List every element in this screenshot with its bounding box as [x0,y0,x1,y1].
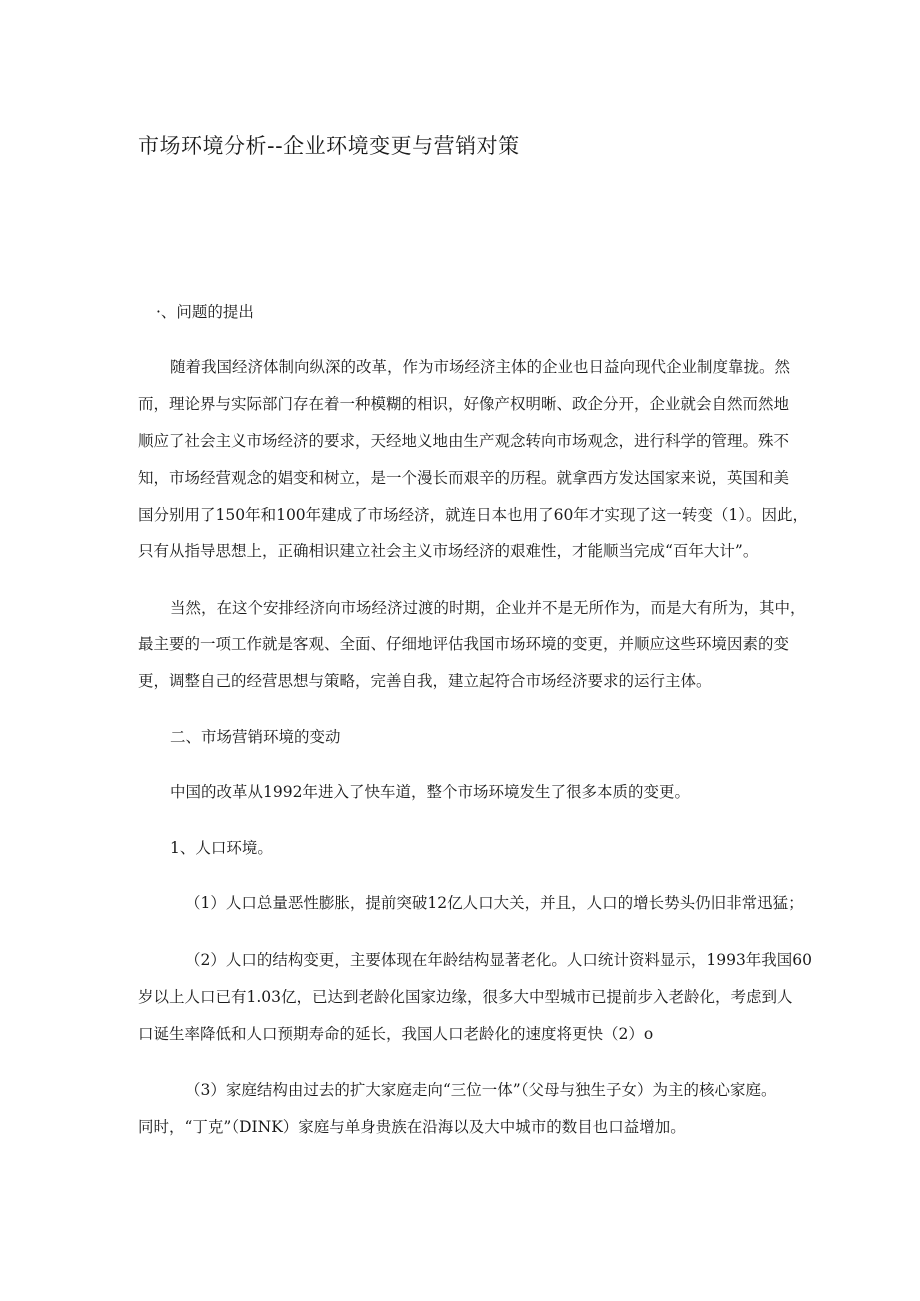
paragraph-line: 最主要的一项工作就是客观、全面、仔细地评估我国市场环境的变更，并顺应这些环境因素的变 [138,635,790,653]
paragraph-line: 只有从指导思想上，正确相识建立社会主义市场经济的艰难性，才能顺当完成“百年大计”。 [138,542,759,560]
paragraph-line: 口诞生率降低和人口预期寿命的延长，我国人口老龄化的速度将更快（2）o [138,1025,654,1043]
paragraph-line: 同时，“丁克”（DINK）家庭与单身贵族在沿海以及大中城市的数目也口益增加。 [138,1118,686,1136]
paragraph-line: 而，理论界与实际部门存在着一种模糊的相识，好像产权明晰、政企分开，企业就会自然而然地 [138,395,790,413]
paragraph-line: 当然，在这个安排经济向市场经济过渡的时期，企业并不是无所作为，而是大有所为，其中， [170,599,806,617]
section-heading-problem: ·、问题的提出 [156,303,254,321]
paragraph-line: 顺应了社会主义市场经济的要求，天经地义地由生产观念转向市场观念，进行科学的管理。殊不 [138,432,790,450]
paragraph-line: 随着我国经济体制向纵深的改革，作为市场经济主体的企业也日益向现代企业制度靠拢。然 [170,358,791,376]
list-item: （3）家庭结构由过去的扩大家庭走向“三位一体”（父母与独生子女）为主的核心家庭。 [185,1081,777,1099]
subsection-heading-population: 1、人口环境。 [170,839,273,857]
paragraph-line: 知，市场经营观念的娼变和树立，是一个漫长而艰辛的历程。就拿西方发达国家来说，英国和美 [138,469,790,487]
paragraph-line: 国分别用了150年和100年建成了市场经济，就连日本也用了60年才实现了这一转变（1）。因此， [138,506,809,524]
list-item: （2）人口的结构变更，主要体现在年龄结构显著老化。人口统计资料显示，1993年我国60 [185,951,813,969]
paragraph-line: 中国的改革从1992年进入了快车道，整个市场环境发生了很多本质的变更。 [170,783,690,801]
paragraph-line: 更，调整自己的经营思想与策略，完善自我，建立起符合市场经济要求的运行主体。 [138,672,712,690]
section-heading-marketing-environment: 二、市场营销环境的变动 [170,728,341,746]
paragraph-line: 岁以上人口已有1.03亿，已达到老龄化国家边缘，很多大中型城市已提前步入老龄化，考虑到人 [138,988,793,1006]
document-title: 市场环境分析--企业环境变更与营销对策 [138,134,520,158]
list-item: （1）人口总量恶性膨胀，提前突破12亿人口大关，并且，人口的增长势头仍旧非常迅猛； [185,894,804,912]
